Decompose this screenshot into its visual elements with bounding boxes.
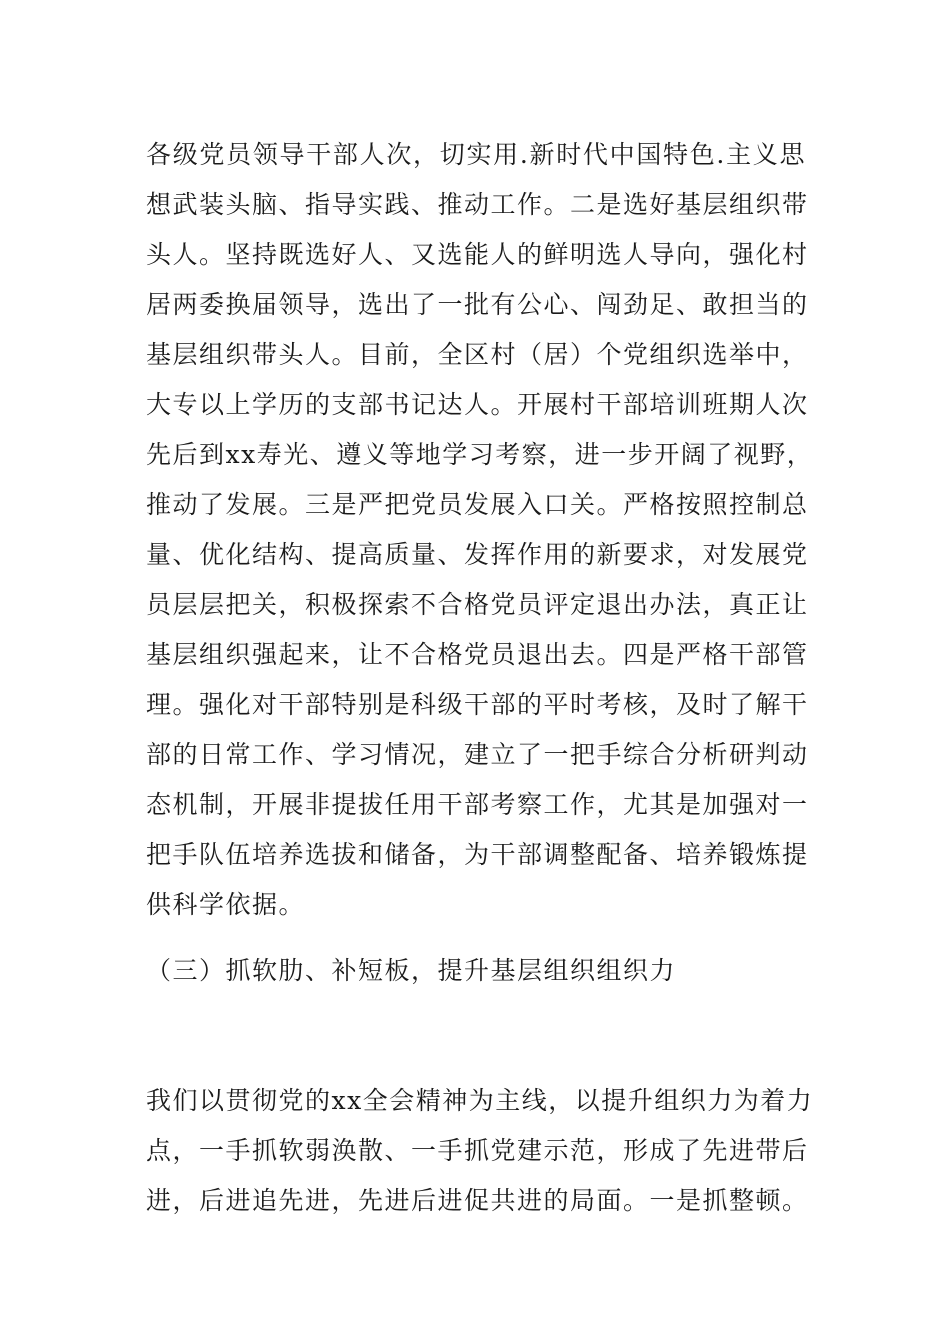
paragraph-1-line: 员层层把关，积极探索不合格党员评定退出办法，真正让 bbox=[146, 590, 809, 619]
paragraph-1-line: 基层组织带头人。目前，全区村（居）个党组织选举中， bbox=[146, 340, 809, 369]
paragraph-2-line: 点，一手抓软弱涣散、一手抓党建示范，形成了先进带后 bbox=[146, 1136, 809, 1165]
paragraph-1-line: 推动了发展。三是严把党员发展入口关。严格按照控制总 bbox=[146, 490, 809, 519]
paragraph-1-line: 大专以上学历的支部书记达人。开展村干部培训班期人次 bbox=[146, 390, 809, 419]
paragraph-1-line: 基层组织强起来，让不合格党员退出去。四是严格干部管 bbox=[146, 640, 809, 669]
paragraph-2-line: 我们以贯彻党的xx全会精神为主线，以提升组织力为着力 bbox=[146, 1086, 814, 1115]
paragraph-1-line: 头人。坚持既选好人、又选能人的鲜明选人导向，强化村 bbox=[146, 240, 809, 269]
paragraph-1-line: 供科学依据。 bbox=[146, 890, 306, 919]
paragraph-1-line: 想武装头脑、指导实践、推动工作。二是选好基层组织带 bbox=[146, 190, 809, 219]
paragraph-1-line: 各级党员领导干部人次，切实用.新时代中国特色.主义思 bbox=[146, 140, 806, 169]
paragraph-1-line: 部的日常工作、学习情况，建立了一把手综合分析研判动 bbox=[146, 740, 809, 769]
paragraph-1-line: 把手队伍培养选拔和储备，为干部调整配备、培养锻炼提 bbox=[146, 840, 809, 869]
paragraph-2 bbox=[146, 1076, 814, 1226]
paragraph-2-line: 进，后进追先进，先进后进促共进的局面。一是抓整顿。 bbox=[146, 1186, 809, 1215]
paragraph-1-line: 理。强化对干部特别是科级干部的平时考核，及时了解干 bbox=[146, 690, 809, 719]
paragraph-1-line: 量、优化结构、提高质量、发挥作用的新要求，对发展党 bbox=[146, 540, 809, 569]
paragraph-1-line: 态机制，开展非提拔任用干部考察工作，尤其是加强对一 bbox=[146, 790, 809, 819]
section-heading: （三）抓软肋、补短板，提升基层组织组织力 bbox=[146, 956, 677, 985]
paragraph-1 bbox=[146, 130, 814, 930]
paragraph-1-line: 先后到xx寿光、遵义等地学习考察，进一步开阔了视野， bbox=[146, 440, 814, 469]
paragraph-1-line: 居两委换届领导，选出了一批有公心、闯劲足、敢担当的 bbox=[146, 290, 809, 319]
